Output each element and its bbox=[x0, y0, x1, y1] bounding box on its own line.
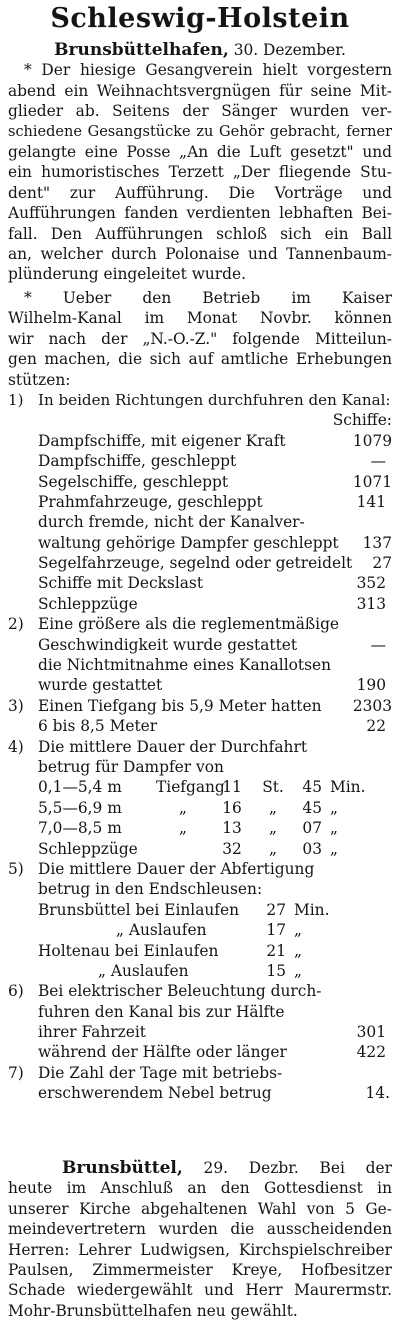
row-value: 301 bbox=[356, 1023, 386, 1042]
section-7-line: Die Zahl der Tage mit betriebs- bbox=[38, 1063, 283, 1082]
table-row bbox=[8, 798, 392, 818]
row-label: Dampfschiffe, geschleppt bbox=[38, 452, 237, 471]
row-label: durch fremde, nicht der Kanalver- bbox=[38, 513, 305, 532]
section-number: 7) bbox=[8, 1063, 24, 1082]
article-choir-line: abend ein Weihnachtsvergnügen für seine Mit- bbox=[8, 81, 392, 100]
article-choir-line: gelangte eine Posse „An die Luft gesetzt" und bbox=[8, 142, 392, 161]
article-election-line: Mohr-Brunsbüttelhafen neu gewählt. bbox=[8, 1301, 298, 1320]
section-title: Schleswig-Holstein bbox=[50, 3, 350, 34]
article-election-line: heute im Anschluß an den Gottesdienst in bbox=[8, 1179, 392, 1198]
row-value: 137 bbox=[362, 533, 392, 552]
row-label: Geschwindigkeit wurde gestattet bbox=[38, 635, 298, 654]
table-row bbox=[8, 451, 392, 471]
lock-value: 15 bbox=[266, 961, 286, 980]
lock-unit: „ bbox=[294, 921, 302, 940]
table-row bbox=[8, 573, 392, 593]
article-election-line: unserer Kirche abgehaltenen Wahl von 5 Ge- bbox=[8, 1199, 392, 1218]
section-number: 2) bbox=[8, 615, 24, 634]
table-row bbox=[8, 675, 392, 695]
section-number: 5) bbox=[8, 859, 24, 878]
minutes-value: 45 bbox=[302, 778, 322, 797]
section-6-heading bbox=[8, 981, 392, 1001]
table-row bbox=[8, 512, 392, 532]
article-choir-line: fall. Den Aufführungen schloß sich ein Ball bbox=[8, 224, 392, 243]
hours-value: 11 bbox=[222, 778, 242, 797]
article-choir-dateline: Brunsbüttelhafen, bbox=[54, 40, 229, 60]
table-row bbox=[8, 553, 392, 573]
lock-label: Brunsbüttel bei Einlaufen bbox=[38, 900, 240, 919]
minutes-unit: „ bbox=[330, 798, 338, 817]
article-canal-intro: * Ueber den Betrieb im Kaiser bbox=[24, 289, 392, 307]
hours-unit: „ bbox=[269, 798, 277, 817]
lock-value: 17 bbox=[266, 921, 286, 940]
row-value: 1071 bbox=[352, 472, 392, 491]
table-row bbox=[8, 696, 392, 716]
minutes-unit: „ bbox=[330, 819, 338, 838]
section-1-unit: Schiffe: bbox=[332, 411, 392, 430]
lock-label: „ Auslaufen bbox=[116, 921, 207, 940]
section-5-line: betrug in den Endschleusen: bbox=[38, 880, 263, 899]
section-4-line: betrug für Dampfer von bbox=[38, 757, 224, 776]
row-label: Einen Tiefgang bis 5,9 Meter hatten bbox=[38, 696, 322, 715]
article-election-line: meindevertretern wurden die ausscheidenden bbox=[8, 1220, 392, 1239]
article-choir-line: plünderung eingeleitet wurde. bbox=[8, 265, 247, 284]
table-row bbox=[8, 777, 392, 797]
row-label: Prahmfahrzeuge, geschleppt bbox=[38, 492, 263, 511]
draft-range: 7,0—8,5 m bbox=[38, 819, 122, 838]
minutes-value: 07 bbox=[302, 819, 322, 838]
row-label: erschwerendem Nebel betrug bbox=[38, 1084, 272, 1103]
article-election-line: Paulsen, Zimmermeister Kreye, Hofbesitzer bbox=[8, 1260, 392, 1279]
section-6-line: Bei elektrischer Beleuchtung durch- bbox=[38, 982, 322, 1001]
table-row bbox=[8, 492, 392, 512]
transit-table bbox=[8, 777, 392, 859]
lock-value: 21 bbox=[266, 941, 286, 960]
article-choir-line: an, welcher durch Polonaise und Tannenbaum- bbox=[8, 244, 392, 263]
row-value: 1079 bbox=[352, 431, 392, 450]
row-label: Segelschiffe, geschleppt bbox=[38, 472, 229, 491]
section-1-head: In beiden Richtungen durchfuhren den Kanal: bbox=[38, 390, 391, 409]
row-value: 190 bbox=[356, 676, 386, 695]
article-choir-line: schiedene Gesangstücke zu Gehör gebracht, ferner bbox=[8, 123, 392, 140]
lock-unit: „ bbox=[294, 961, 302, 980]
lock-unit: Min. bbox=[294, 900, 330, 919]
section-2-heading bbox=[8, 614, 392, 634]
draft-label: „ bbox=[179, 798, 187, 817]
table-row bbox=[8, 431, 392, 451]
article-choir bbox=[8, 40, 392, 285]
table-row bbox=[8, 961, 392, 981]
article-election bbox=[8, 1158, 392, 1321]
row-label: Segelfahrzeuge, segelnd oder getreidelt bbox=[38, 554, 353, 573]
minutes-value: 03 bbox=[302, 839, 322, 858]
table-row bbox=[8, 920, 392, 940]
draft-range: 5,5—6,9 m bbox=[38, 798, 122, 817]
row-value: 14. bbox=[365, 1084, 390, 1103]
article-choir-line: glieder ab. Seitens der Sänger wurden ver- bbox=[8, 102, 392, 121]
table-row bbox=[8, 635, 392, 655]
section-5-heading bbox=[8, 859, 392, 879]
row-value bbox=[346, 512, 392, 532]
row-value: 422 bbox=[356, 1043, 386, 1062]
section-number: 1) bbox=[8, 390, 24, 409]
section-5-line: Die mittlere Dauer der Abfertigung bbox=[38, 859, 315, 878]
article-election-line: Schade wiedergewählt und Herr Maurermstr. bbox=[8, 1281, 392, 1300]
minutes-unit: Min. bbox=[330, 778, 366, 797]
draft-label: „ bbox=[179, 819, 187, 838]
article-choir-headline bbox=[8, 40, 392, 60]
row-value: 22 bbox=[366, 717, 386, 736]
article-choir-line: * Der hiesige Gesangverein hielt vorgestern bbox=[24, 61, 392, 80]
hours-value: 32 bbox=[222, 839, 242, 858]
section-number: 6) bbox=[8, 982, 24, 1001]
row-label: ihrer Fahrzeit bbox=[38, 1023, 146, 1042]
draft-range: Schleppzüge bbox=[38, 839, 138, 858]
table-row bbox=[8, 594, 392, 614]
row-value: 352 bbox=[356, 574, 386, 593]
row-label: während der Hälfte oder länger bbox=[38, 1043, 287, 1062]
table-row bbox=[8, 1042, 392, 1062]
table-row bbox=[8, 818, 392, 838]
section-4-heading bbox=[8, 737, 392, 757]
row-label: Schiffe mit Deckslast bbox=[38, 574, 203, 593]
row-value: 2303 bbox=[352, 696, 392, 715]
row-value: 141 bbox=[356, 492, 386, 511]
table-row bbox=[8, 716, 392, 736]
hours-value: 13 bbox=[222, 819, 242, 838]
row-value: — bbox=[370, 452, 386, 471]
section-number: 3) bbox=[8, 696, 24, 715]
table-row bbox=[8, 1083, 392, 1103]
article-canal-intro: wir nach der „N.-O.-Z." folgende Mitteilun- bbox=[8, 329, 392, 348]
row-label: 6 bis 8,5 Meter bbox=[38, 717, 158, 736]
article-choir-date: 30. Dezember. bbox=[233, 41, 346, 59]
article-election-date: 29. Dezbr. bbox=[203, 1159, 299, 1177]
draft-range: 0,1—5,4 m bbox=[38, 778, 122, 797]
row-value: 27 bbox=[372, 554, 392, 573]
hours-unit: „ bbox=[269, 839, 277, 858]
table-row bbox=[8, 839, 392, 859]
table-row bbox=[8, 941, 392, 961]
lock-unit: „ bbox=[294, 941, 302, 960]
draft-label: Tiefgang bbox=[156, 778, 225, 797]
row-value: — bbox=[370, 635, 386, 654]
hours-value: 16 bbox=[222, 798, 242, 817]
hours-unit: „ bbox=[269, 819, 277, 838]
lock-table bbox=[8, 900, 392, 982]
row-label: wurde gestattet bbox=[38, 676, 163, 695]
article-election-lead: Bei der bbox=[319, 1159, 392, 1177]
article-election-dateline: Brunsbüttel, bbox=[62, 1158, 183, 1178]
section-7-heading bbox=[8, 1063, 392, 1083]
minutes-value: 45 bbox=[302, 798, 322, 817]
lock-label: Holtenau bei Einlaufen bbox=[38, 941, 219, 960]
section-number: 4) bbox=[8, 737, 24, 756]
table-row bbox=[8, 472, 392, 492]
table-row bbox=[8, 1022, 392, 1042]
section-4-line: Die mittlere Dauer der Durchfahrt bbox=[38, 737, 307, 756]
section-2-line: die Nichtmitnahme eines Kanallotsen bbox=[38, 656, 331, 675]
article-canal bbox=[8, 288, 392, 1104]
row-label: Schleppzüge bbox=[38, 594, 138, 613]
table-row bbox=[8, 900, 392, 920]
section-1-heading bbox=[8, 390, 392, 410]
article-choir-line: dent" zur Aufführung. Die Vorträge und bbox=[8, 183, 392, 202]
row-label: Dampfschiffe, mit eigener Kraft bbox=[38, 431, 286, 450]
row-value: 313 bbox=[356, 594, 386, 613]
row-label: waltung gehörige Dampfer geschleppt bbox=[38, 533, 339, 552]
article-canal-intro: gen machen, die sich auf amtliche Erhebungen bbox=[8, 350, 392, 369]
section-2-line: Eine größere als die reglementmäßige bbox=[38, 615, 340, 634]
article-canal-intro: stützen: bbox=[8, 370, 71, 389]
hours-unit: St. bbox=[262, 778, 284, 797]
lock-label: „ Auslaufen bbox=[98, 961, 189, 980]
table-row bbox=[8, 533, 392, 553]
article-election-headline bbox=[8, 1158, 392, 1178]
article-choir-line: ein humoristisches Terzett „Der fliegende Stu- bbox=[8, 163, 392, 182]
article-election-line: Herren: Lehrer Ludwigsen, Kirchspielschreiber bbox=[8, 1240, 392, 1259]
minutes-unit: „ bbox=[330, 839, 338, 858]
lock-value: 27 bbox=[266, 900, 286, 919]
article-choir-line: Aufführungen fanden verdienten lebhaften Bei- bbox=[8, 204, 392, 223]
article-canal-intro: Wilhelm-Kanal im Monat Novbr. können bbox=[8, 309, 392, 328]
section-6-line: fuhren den Kanal bis zur Hälfte bbox=[38, 1002, 285, 1021]
